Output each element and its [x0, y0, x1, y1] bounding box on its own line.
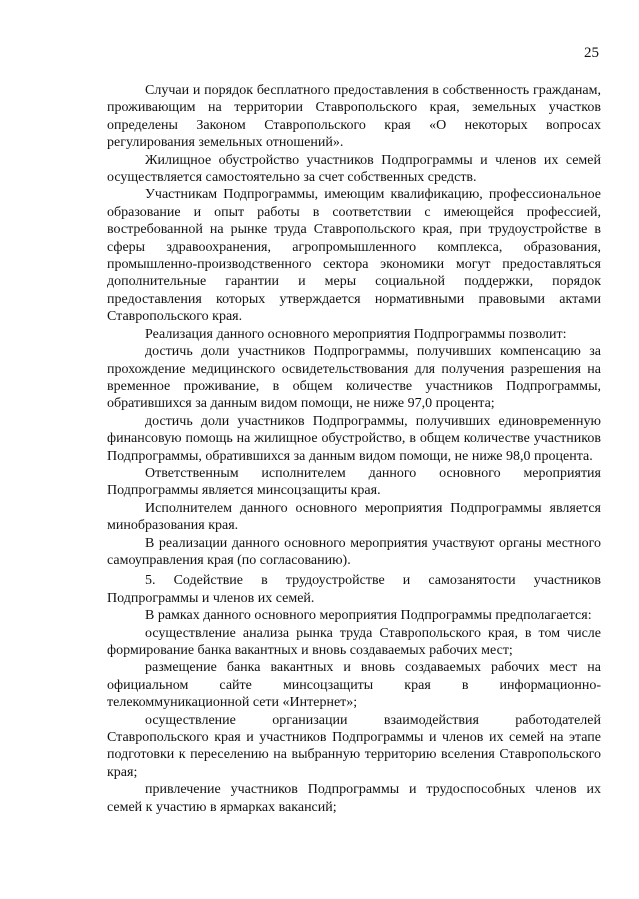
list-item-vacancy-publication: размещение банка вакантных и вновь создаваемых рабочих мест на официальном сайте минсоцзащиты края в информационно-телекоммуникационной сети «Интернет»; — [107, 660, 601, 711]
list-item-job-fairs: привлечение участников Подпрограммы и трудоспособных членов их семей к участию в ярмарках вакансий; — [107, 782, 601, 815]
paragraph-executor: Исполнителем данного основного мероприятия Подпрограммы является минобразования края. — [107, 500, 601, 534]
document-body — [107, 82, 601, 816]
paragraph-guarantees: Участникам Подпрограммы, имеющим квалификацию, профессиональное образование и опыт работы в соответствии с имеющейся профессией, востребованной на рынке труда Ставропольского края, при трудоустройстве в сферы здравоохранения, агропромышленного комплекса, образования, промышленно-производственного сектора экономики могут предоставляться дополнительные гарантии и меры социальной поддержки, порядок предоставления которых утверждается нормативными правовыми актами Ставропольского края. — [107, 187, 601, 325]
paragraph-medical-compensation: достичь доли участников Подпрограммы, получивших компенсацию за прохождение медицинского освидетельствования для получения разрешения на временное проживание, в общем количестве участников Подпрограммы, обратившихся за данным видом помощи, не ниже 97,0 процента; — [107, 344, 601, 412]
paragraph-responsible-executor: Ответственным исполнителем данного основного мероприятия Подпрограммы является минсоцзащиты края. — [107, 465, 601, 499]
paragraph-housing: Жилищное обустройство участников Подпрограммы и членов их семей осуществляется самостоятельно за счет собственных средств. — [107, 152, 601, 186]
paragraph-land-plots: Случаи и порядок бесплатного предоставления в собственность гражданам, проживающим на территории Ставропольского края, земельных участков определены Законом Ставропольского края «О некоторых вопросах регулирования земельных отношений». — [107, 83, 601, 151]
list-item-employer-interaction: осуществление организации взаимодействия работодателей Ставропольского края и участников Подпрограммы и членов их семей на этапе подготовки к переселению на выбранную территорию вселения Ставропольского края; — [107, 712, 601, 780]
list-item-labor-market-analysis: осуществление анализа рынка труда Ставропольского края, в том числе формирование банка вакантных и вновь создаваемых рабочих мест; — [107, 625, 601, 658]
section-heading-employment: 5. Содействие в трудоустройстве и самозанятости участников Подпрограммы и членов их семей. — [107, 573, 601, 606]
paragraph-financial-aid: достичь доли участников Подпрограммы, получивших единовременную финансовую помощь на жилищное обустройство, в общем количестве участников Подпрограммы, обратившихся за данным видом помощи, не ниже 98,0 процента. — [107, 413, 601, 464]
page-number: 25 — [584, 45, 599, 61]
paragraph-measures-intro: В рамках данного основного мероприятия Подпрограммы предполагается: — [145, 608, 592, 624]
paragraph-implementation-intro: Реализация данного основного мероприятия Подпрограммы позволит: — [145, 326, 567, 342]
paragraph-local-authorities: В реализации данного основного мероприятия участвуют органы местного самоуправления края (по согласованию). — [107, 535, 601, 568]
